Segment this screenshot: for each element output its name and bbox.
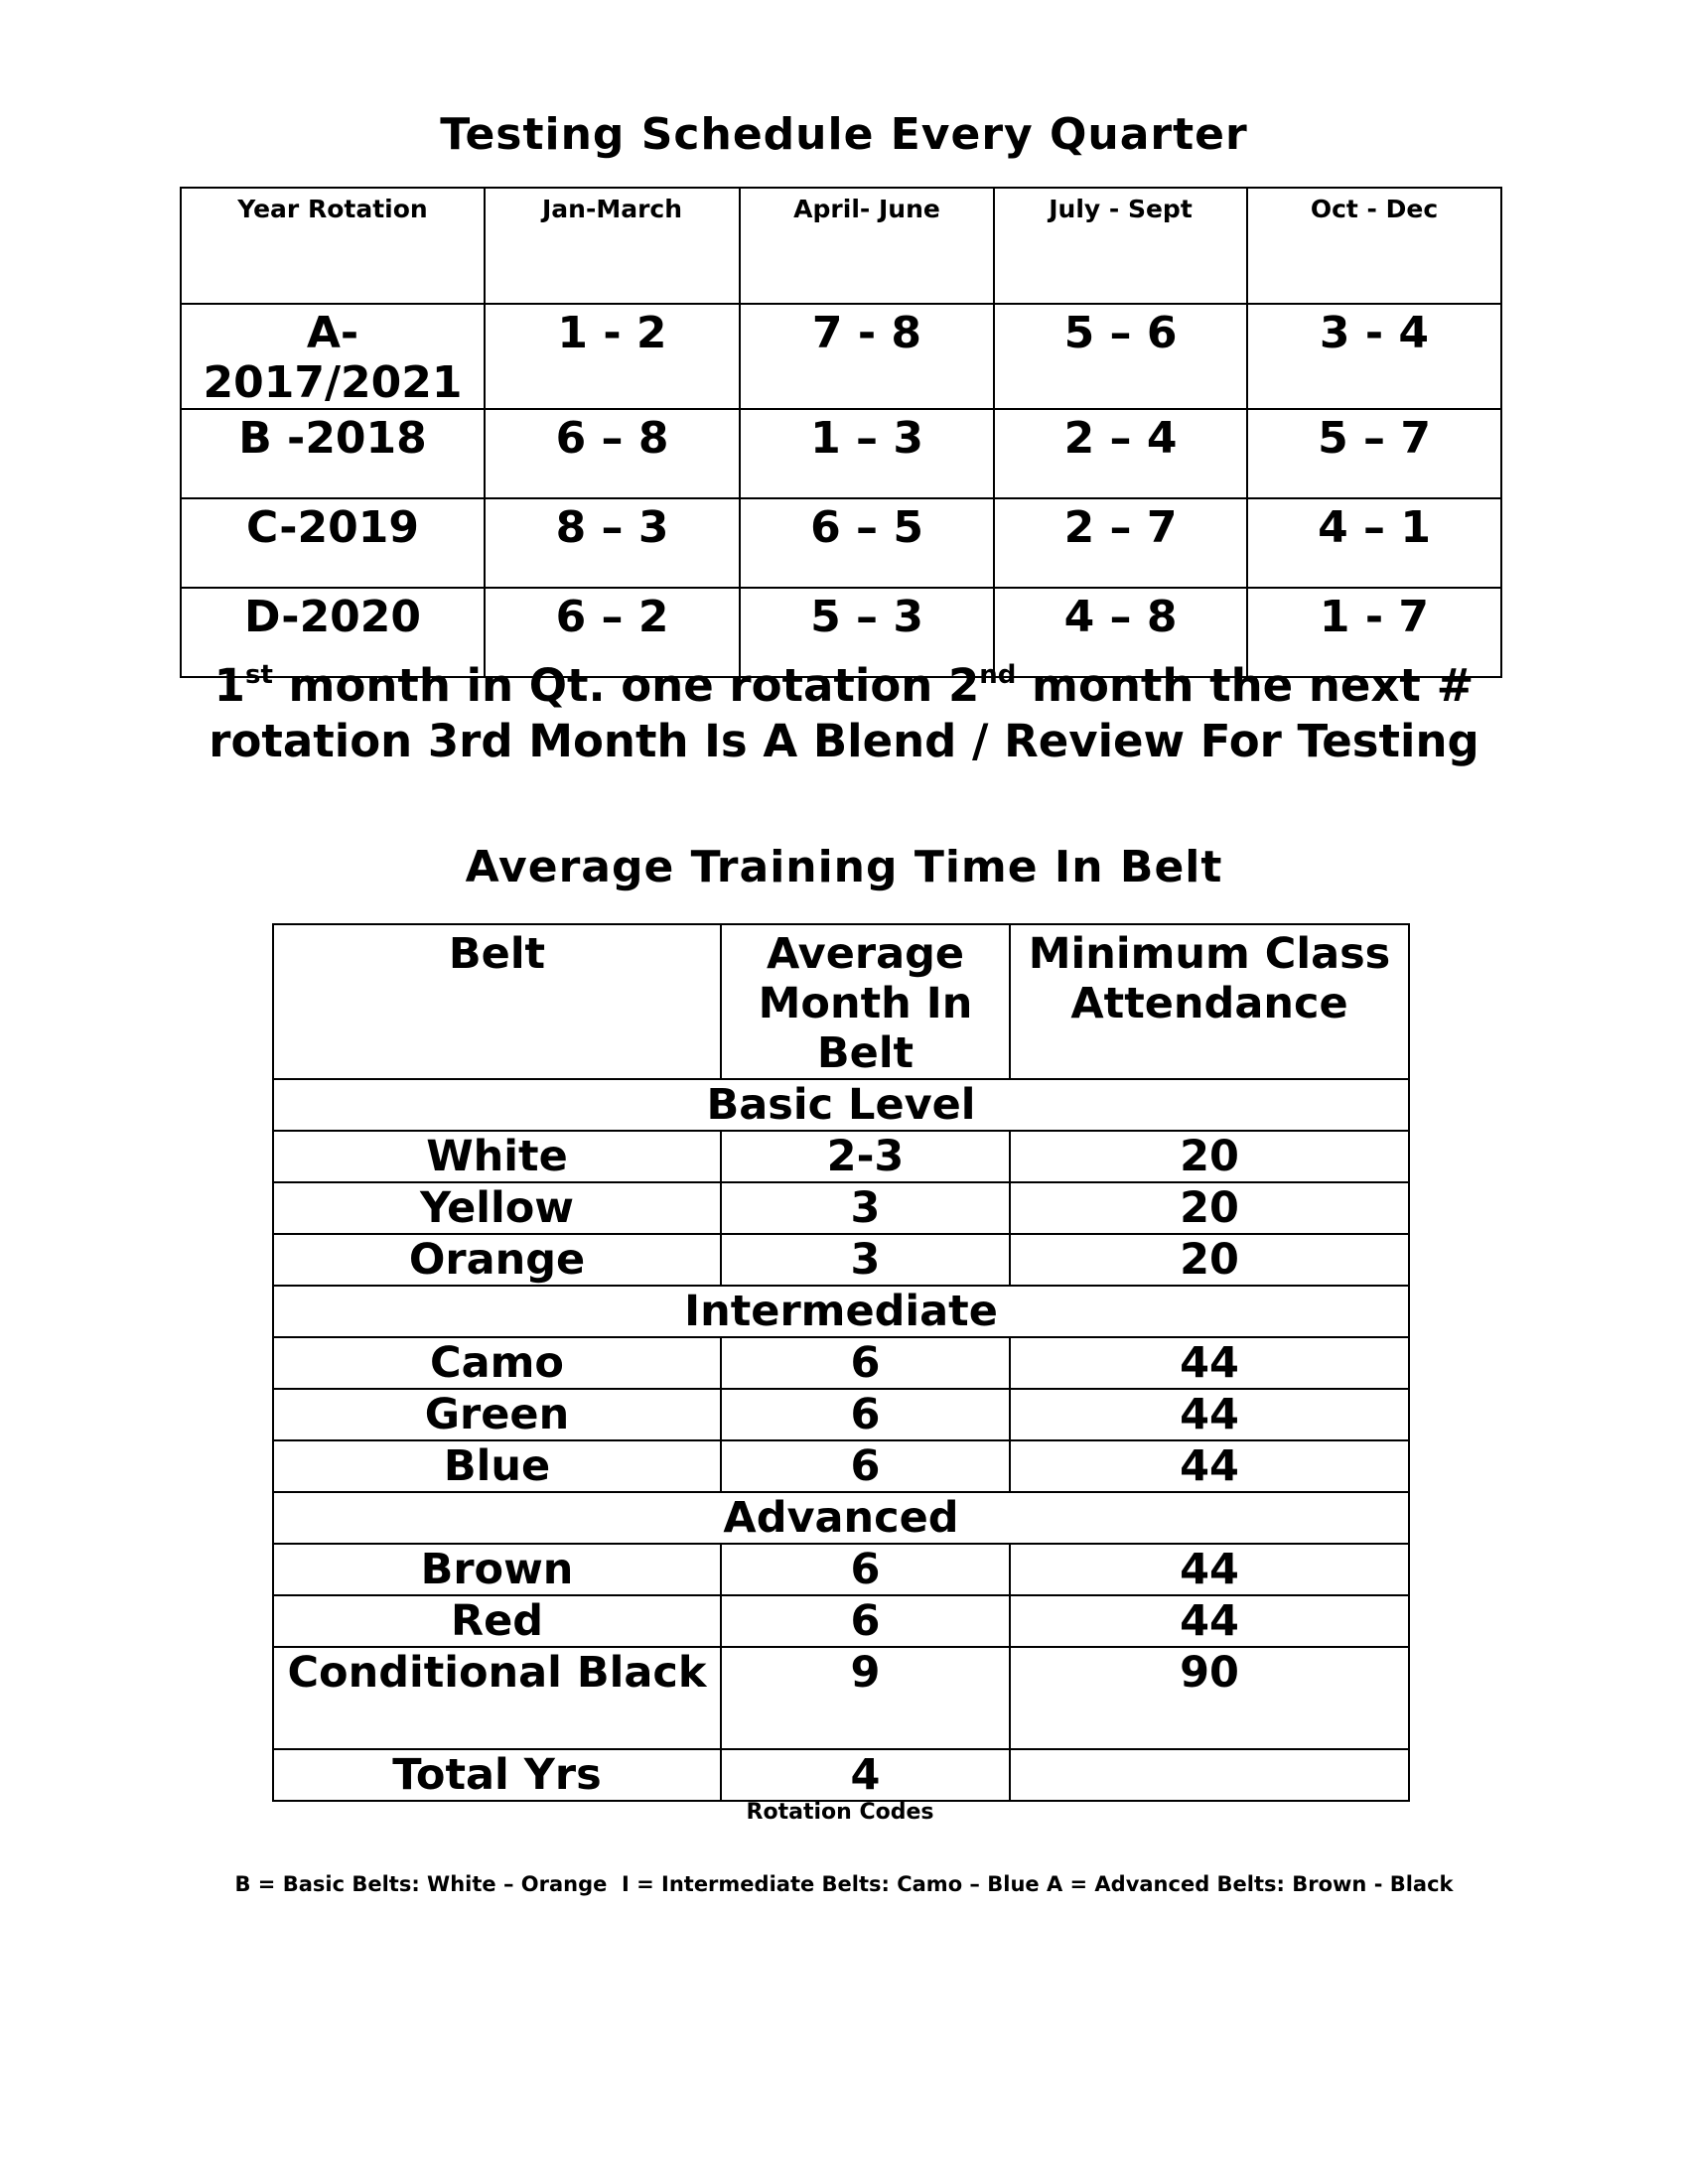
- belt-months: 3: [721, 1182, 1010, 1234]
- schedule-cell: 2 – 4: [994, 409, 1247, 498]
- section-row: [273, 1079, 1409, 1131]
- note-superscript: nd: [979, 660, 1017, 690]
- section-advanced: Advanced: [273, 1492, 1409, 1544]
- belt-row: [273, 1234, 1409, 1286]
- schedule-cell: 2 – 7: [994, 498, 1247, 588]
- belt-name: White: [273, 1131, 721, 1182]
- belt-row: [273, 1544, 1409, 1595]
- schedule-row: [181, 498, 1501, 588]
- rotation-note-line-1: [0, 658, 1688, 714]
- header-belt: Belt: [273, 924, 721, 1079]
- schedule-cell: 1 - 7: [1247, 588, 1501, 677]
- header-average-month: Average Month In Belt: [721, 924, 1010, 1079]
- belt-attendance: 90: [1010, 1647, 1409, 1749]
- total-empty: [1010, 1749, 1409, 1801]
- total-years: 4: [721, 1749, 1010, 1801]
- belt-name: Blue: [273, 1440, 721, 1492]
- rotation-note: [0, 658, 1688, 769]
- schedule-cell: 1 – 3: [740, 409, 994, 498]
- rotation-codes-title: Rotation Codes: [746, 1800, 934, 1825]
- schedule-cell: 4 – 8: [994, 588, 1247, 677]
- training-header-row: [273, 924, 1409, 1079]
- rotation-cell: D-2020: [181, 588, 485, 677]
- note-text: 1: [213, 659, 245, 712]
- belt-row: [273, 1440, 1409, 1492]
- rotation-codes-legend: B = Basic Belts: White – Orange I = Intermediate Belts: Camo – Blue A = Advanced Belts: Brown - Black: [234, 1872, 1454, 1896]
- total-row: [273, 1749, 1409, 1801]
- belt-name: Red: [273, 1595, 721, 1647]
- rotation-cell: B -2018: [181, 409, 485, 498]
- belt-attendance: 20: [1010, 1234, 1409, 1286]
- header-july-sept: July - Sept: [994, 188, 1247, 304]
- schedule-cell: 7 - 8: [740, 304, 994, 409]
- belt-attendance: 44: [1010, 1389, 1409, 1440]
- belt-name: Brown: [273, 1544, 721, 1595]
- belt-name: Camo: [273, 1337, 721, 1389]
- rotation-note-line-2: rotation 3rd Month Is A Blend / Review For Testing: [209, 715, 1479, 767]
- belt-months: 2-3: [721, 1131, 1010, 1182]
- belt-attendance: 44: [1010, 1440, 1409, 1492]
- testing-schedule-table: [180, 187, 1502, 678]
- schedule-cell: 6 – 8: [485, 409, 740, 498]
- schedule-cell: 4 – 1: [1247, 498, 1501, 588]
- note-text: month the next #: [1016, 659, 1475, 712]
- belt-name: Green: [273, 1389, 721, 1440]
- rotation-cell: C-2019: [181, 498, 485, 588]
- header-jan-march: Jan-March: [485, 188, 740, 304]
- belt-months: 6: [721, 1440, 1010, 1492]
- belt-name: Orange: [273, 1234, 721, 1286]
- schedule-cell: 5 – 7: [1247, 409, 1501, 498]
- schedule-cell: 5 – 3: [740, 588, 994, 677]
- schedule-cell: 6 – 2: [485, 588, 740, 677]
- belt-name: Yellow: [273, 1182, 721, 1234]
- belt-name: Conditional Black: [273, 1647, 721, 1749]
- schedule-cell: 5 – 6: [994, 304, 1247, 409]
- note-text: month in Qt. one rotation 2: [272, 659, 980, 712]
- section-intermediate: Intermediate: [273, 1286, 1409, 1337]
- belt-row: [273, 1389, 1409, 1440]
- rotation-cell: A- 2017/2021: [181, 304, 485, 409]
- schedule-cell: 1 - 2: [485, 304, 740, 409]
- belt-row: [273, 1337, 1409, 1389]
- schedule-header-row: [181, 188, 1501, 304]
- belt-attendance: 44: [1010, 1544, 1409, 1595]
- schedule-title: Testing Schedule Every Quarter: [440, 109, 1248, 160]
- belt-months: 3: [721, 1234, 1010, 1286]
- header-april-june: April- June: [740, 188, 994, 304]
- schedule-cell: 8 – 3: [485, 498, 740, 588]
- schedule-cell: 3 - 4: [1247, 304, 1501, 409]
- belt-attendance: 20: [1010, 1131, 1409, 1182]
- training-title: Average Training Time In Belt: [465, 842, 1223, 892]
- schedule-row: [181, 304, 1501, 409]
- header-minimum-attendance: Minimum Class Attendance: [1010, 924, 1409, 1079]
- schedule-cell: 6 – 5: [740, 498, 994, 588]
- belt-months: 9: [721, 1647, 1010, 1749]
- section-row: [273, 1492, 1409, 1544]
- belt-row: [273, 1595, 1409, 1647]
- header-oct-dec: Oct - Dec: [1247, 188, 1501, 304]
- belt-row: [273, 1131, 1409, 1182]
- belt-months: 6: [721, 1544, 1010, 1595]
- total-label: Total Yrs: [273, 1749, 721, 1801]
- belt-row: [273, 1647, 1409, 1749]
- belt-months: 6: [721, 1337, 1010, 1389]
- header-year-rotation: Year Rotation: [181, 188, 485, 304]
- schedule-row: [181, 409, 1501, 498]
- training-time-table: [272, 923, 1410, 1802]
- section-basic-level: Basic Level: [273, 1079, 1409, 1131]
- section-row: [273, 1286, 1409, 1337]
- belt-months: 6: [721, 1595, 1010, 1647]
- belt-months: 6: [721, 1389, 1010, 1440]
- belt-attendance: 44: [1010, 1595, 1409, 1647]
- belt-row: [273, 1182, 1409, 1234]
- belt-attendance: 20: [1010, 1182, 1409, 1234]
- belt-attendance: 44: [1010, 1337, 1409, 1389]
- note-superscript: st: [244, 660, 273, 690]
